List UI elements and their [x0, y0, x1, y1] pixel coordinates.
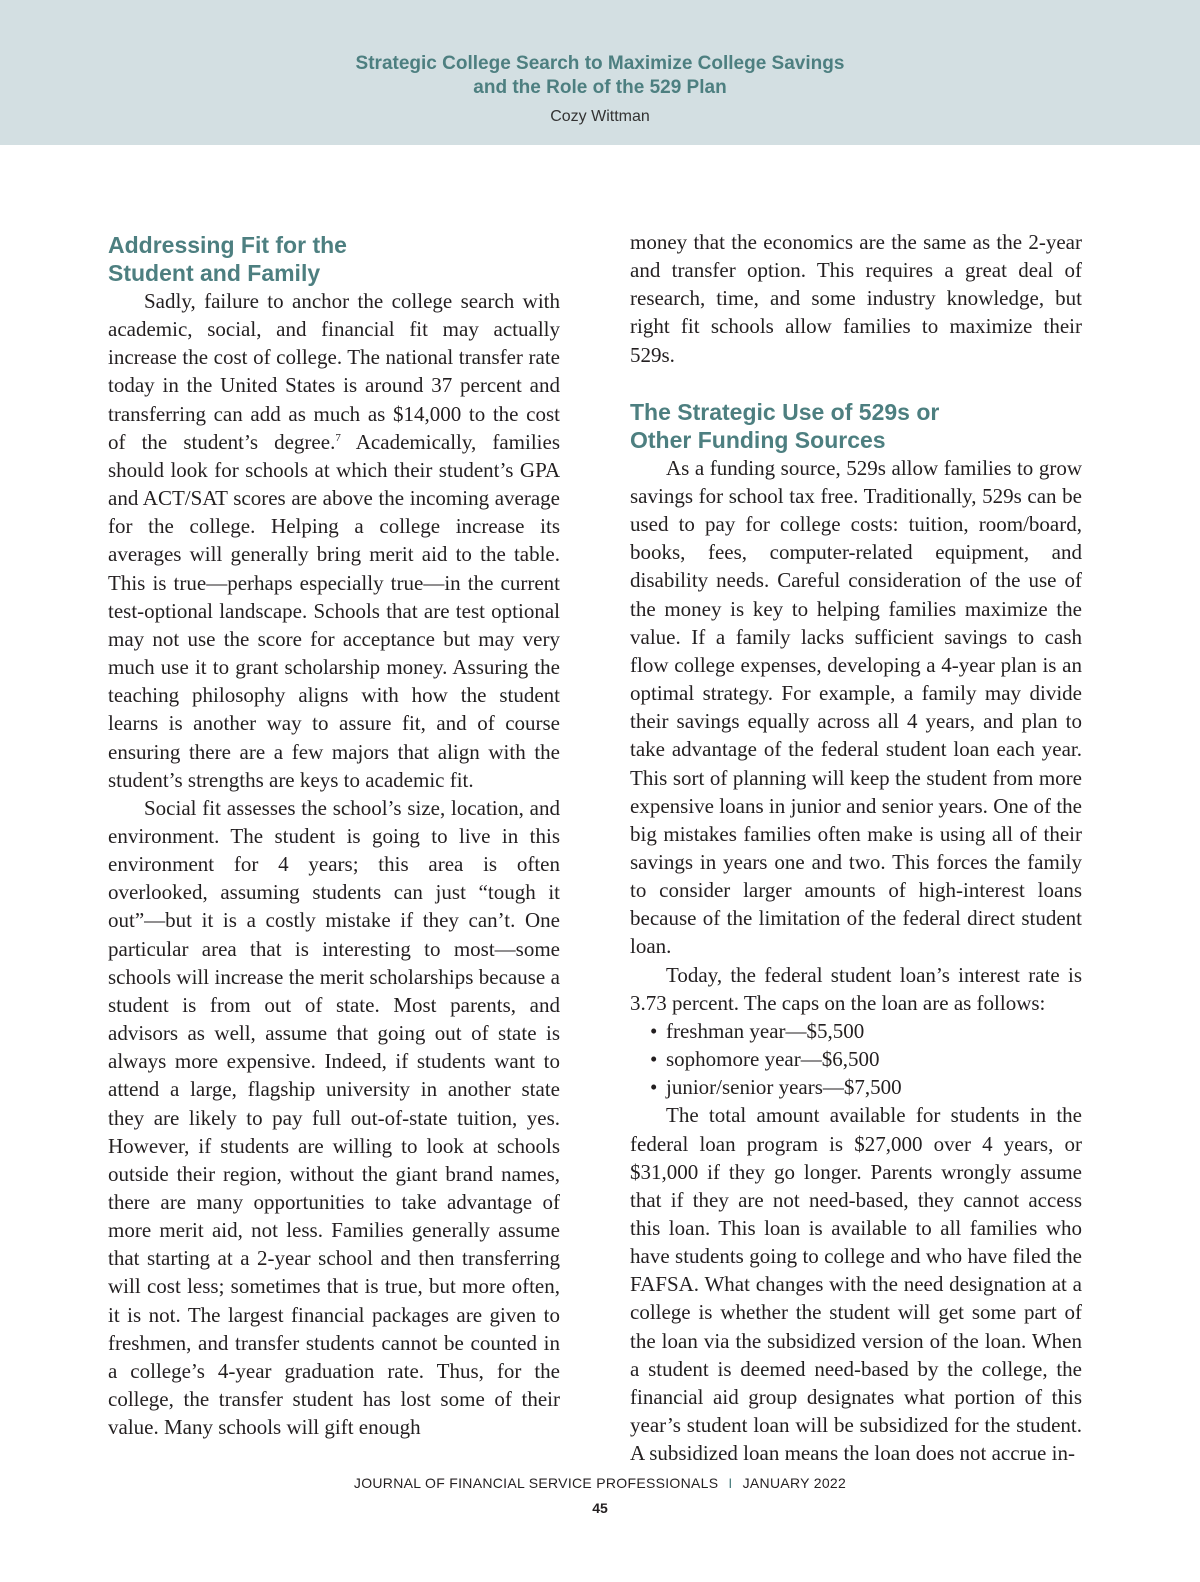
paragraph-academic-fit-text-cont: Academically, families should look for schools at which their student’s GPA and ACT/SAT scores are above the incoming average for the college. Helping a college increase its averages will generally bring merit aid to the table. This is true—perhaps especially true—in the current test-optional landscape. Schools that are test optional may not use the score for acceptance but may very much use it to grant scholarship money. Assuring the teaching philosophy aligns with how the student learns is another way to assure fit, and of course ensuring there are a few majors that align with the student’s strengths are keys to academic fit.	[108, 429, 561, 792]
article-title-line-2: and the Role of the 529 Plan	[473, 77, 727, 98]
paragraph-funding-source: As a funding source, 529s allow families to grow savings for school tax free. Traditionally, 529s can be used to pay for college costs: tuition, room/board, books, fees, computer-related equipment, and disability needs. Careful consideration of the use of the money is key to helping families maximize the value. If a family lacks sufficient savings to cash flow college expenses, developing a 4-year plan is an optimal strategy. For example, a family may divide their savings equally across all 4 years, and plan to take advantage of the federal student loan each year. This sort of planning will keep the student from more expensive loans in junior and senior years. One of the big mistakes families often make is using all of their savings in years one and two. This forces the family to consider larger amounts of high-interest loans because of the limitation of the federal direct student loan.	[630, 455, 1082, 959]
journal-name: JOURNAL OF FINANCIAL SERVICE PROFESSIONALS	[353, 1475, 719, 1491]
running-header	[0, 0, 1200, 145]
list-item-text: freshman year—$5,500	[666, 1018, 865, 1043]
bullet: •	[650, 1018, 658, 1043]
paragraph-interest-rate: Today, the federal student loan’s interest rate is 3.73 percent. The caps on the loan are as follows:	[630, 962, 1082, 1015]
footer-separator: I	[728, 1475, 733, 1491]
bullet: •	[650, 1047, 658, 1072]
list-item-text: sophomore year—$6,500	[666, 1047, 880, 1072]
right-column	[630, 228, 1082, 1467]
section-heading-529	[630, 398, 1082, 454]
running-footer	[0, 1475, 1200, 1491]
article-title-line-1: Strategic College Search to Maximize College Savings	[355, 53, 845, 74]
loan-caps-list	[630, 1017, 1082, 1101]
list-item-text: junior/senior years—$7,500	[666, 1075, 902, 1100]
paragraph-academic-fit-text: Sadly, failure to anchor the college search with academic, social, and financial fit may actually increase the cost of college. The national transfer rate today in the United States is around 37 percent and transferring can add as much as $14,000 to the cost of the student’s degree.	[108, 289, 560, 454]
list-item	[650, 1017, 1082, 1045]
section-heading-fit-line-1: Addressing Fit for the	[108, 232, 347, 258]
list-item	[650, 1073, 1082, 1101]
section-heading-529-line-2: Other Funding Sources	[630, 426, 886, 453]
list-item	[650, 1045, 1082, 1073]
left-column	[108, 228, 560, 1441]
page-number: 45	[592, 1500, 608, 1516]
footnote-reference: 7	[335, 431, 341, 444]
paragraph-continuation: money that the economics are the same as the 2-year and transfer option. This requires a great deal of research, time, and some industry knowledge, but right fit schools allow families to maximize their 529s.	[630, 230, 1082, 367]
paragraph-academic-fit	[108, 287, 560, 794]
paragraph-loan-total: The total amount available for students in the federal loan program is $27,000 over 4 years, or $31,000 if they go longer. Parents wrongly assume that if they are not need-based, they cannot access this loan. This loan is available to all families who have students going to college and who have filed the FAFSA. What changes with the need designation at a college is whether the student will get some part of the loan via the subsidized version of the loan. When a student is deemed need-based by the college, the financial aid group designates what portion of this year’s student loan will be subsidized for the student. A subsidized loan means the loan does not accrue in-	[630, 1103, 1082, 1466]
paragraph-social-fit: Social fit assesses the school’s size, location, and environment. The student is going to live in this environment for 4 years; this area is often overlooked, assuming students can just “tough it out”—but it is a costly mistake if they can’t. One particular area that is interesting to most—some schools will increase the merit scholarships because a student is from out of state. Most parents, and advisors as well, assume that going out of state is always more expensive. Indeed, if students want to attend a large, flagship university in another state they are likely to pay full out-of-state tuition, yes. However, if students are willing to look at schools outside their region, without the giant brand names, there are many opportunities to take advantage of more merit aid, not less. Families generally assume that starting at a 2-year school and then transferring will cost less; sometimes that is true, but more often, it is not. The largest financial packages are given to freshmen, and transfer students cannot be counted in a college’s 4-year graduation rate. Thus, for the college, the transfer student has lost some of their value. Many schools will gift enough	[108, 795, 560, 1440]
section-heading-fit	[108, 231, 560, 287]
section-heading-529-line-1: The Strategic Use of 529s or	[630, 398, 940, 425]
issue-date: JANUARY 2022	[742, 1475, 847, 1491]
article-author: Cozy Wittman	[550, 108, 650, 125]
section-heading-fit-line-2: Student and Family	[108, 260, 321, 286]
bullet: •	[650, 1075, 658, 1100]
